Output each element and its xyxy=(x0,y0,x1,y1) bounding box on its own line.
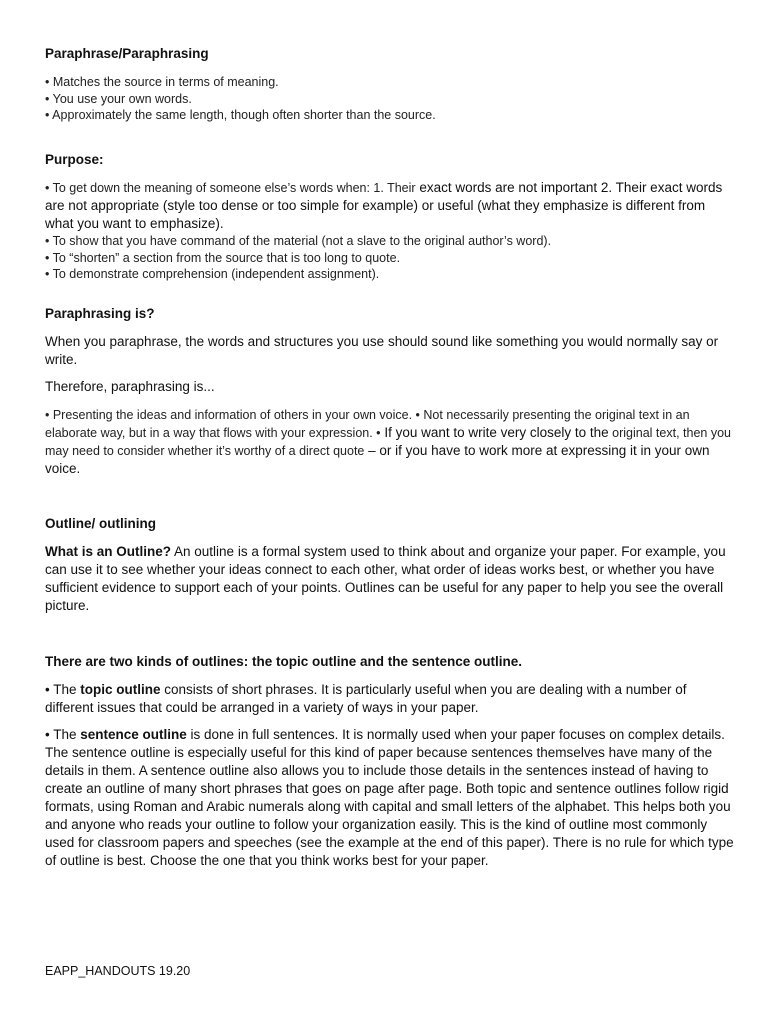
purpose-bullet-1-rest: exact words are not important 2. Their exact words are not appropriate (style too dense or too simple for example) or useful (what they emphasize is different from what you want to emphasize). xyxy=(45,180,723,231)
paragraph-sentence-outline xyxy=(45,726,735,870)
topic-outline-text: consists of short phrases. It is particularly useful when you are dealing with a number of different issues that could be arranged in a variety of ways in your paper. xyxy=(45,682,687,715)
presenting-end: – or if you have to work more at expressing it in your own voice. xyxy=(45,443,710,476)
sentence-outline-term: sentence outline xyxy=(80,727,187,742)
paragraph-topic-outline xyxy=(45,681,735,717)
presenting-lead: • Presenting the ideas and information of others in your own voice. • Not necessarily presenting the original text in an elaborate way, but in a way that flows with your expression. • xyxy=(45,408,690,440)
purpose-bullets xyxy=(45,179,735,283)
purpose-bullet-2: • To show that you have command of the material (not a slave to the original author’s word). xyxy=(45,234,552,248)
topic-bullet: • The xyxy=(45,682,81,697)
what-is-outline-text: An outline is a formal system used to think about and organize your paper. For example, you can use it to see whether your ideas connect to each other, what order of ideas works best, or whether you have sufficient evidence to support each of your points. Outlines can be useful for any paper to help you see the overall picture. xyxy=(45,544,726,613)
paragraph-therefore: Therefore, paraphrasing is... xyxy=(45,379,215,394)
sentence-outline-text: is done in full sentences. It is normally used when your paper focuses on complex details. The sentence outline is especially useful for this kind of paper because sentences themselves have many of the details in them. A sentence outline also allows you to include those details in the sentences instead of having to create an outline of many short phrases that goes on page after page. Both topic and sentence outlines follow rigid formats, using Roman and Arabic numerals along with capital and small letters of the alphabet. This helps both you and anyone who reads your outline to follow your organization easily. This is the kind of outline most commonly used for classroom papers and speeches (see the example at the end of this paper). There is no rule for which type of outline is best. Choose the one that you think works best for your paper. xyxy=(45,727,734,868)
section-heading-paraphrase: Paraphrase/Paraphrasing xyxy=(45,46,209,61)
paragraph-when-paraphrase: When you paraphrase, the words and structures you use should sound like something you would normally say or write. xyxy=(45,334,719,367)
presenting-original: original text, then you may need to consider whether it’s worthy of a direct quote xyxy=(45,426,731,458)
presenting-mid: If you want to write very closely to the xyxy=(380,425,609,440)
purpose-bullet-1 xyxy=(45,179,735,233)
heading-two-kinds: There are two kinds of outlines: the topic outline and the sentence outline. xyxy=(45,654,523,669)
bullet-item: • Approximately the same length, though often shorter than the source. xyxy=(45,108,436,122)
paragraph-presenting-ideas xyxy=(45,406,735,478)
page-footer: EAPP_HANDOUTS 19.20 xyxy=(45,964,191,978)
purpose-bullet-4: • To demonstrate comprehension (independent assignment). xyxy=(45,267,380,281)
topic-outline-term: topic outline xyxy=(80,682,161,697)
bullet-item: • Matches the source in terms of meaning. xyxy=(45,75,279,89)
what-is-outline-label: What is an Outline? xyxy=(45,544,172,559)
purpose-bullet-1-lead: • To get down the meaning of someone else’s words when: 1. Their xyxy=(45,181,416,195)
section-heading-purpose: Purpose: xyxy=(45,152,104,167)
paragraph-what-is-outline xyxy=(45,543,735,615)
paraphrase-bullets xyxy=(45,74,735,124)
section-heading-outline: Outline/ outlining xyxy=(45,516,156,531)
bullet-item: • You use your own words. xyxy=(45,91,192,106)
purpose-bullet-3: • To “shorten” a section from the source that is too long to quote. xyxy=(45,250,401,265)
section-heading-paraphrasing-is: Paraphrasing is? xyxy=(45,306,155,321)
sentence-bullet: • The xyxy=(45,727,81,742)
